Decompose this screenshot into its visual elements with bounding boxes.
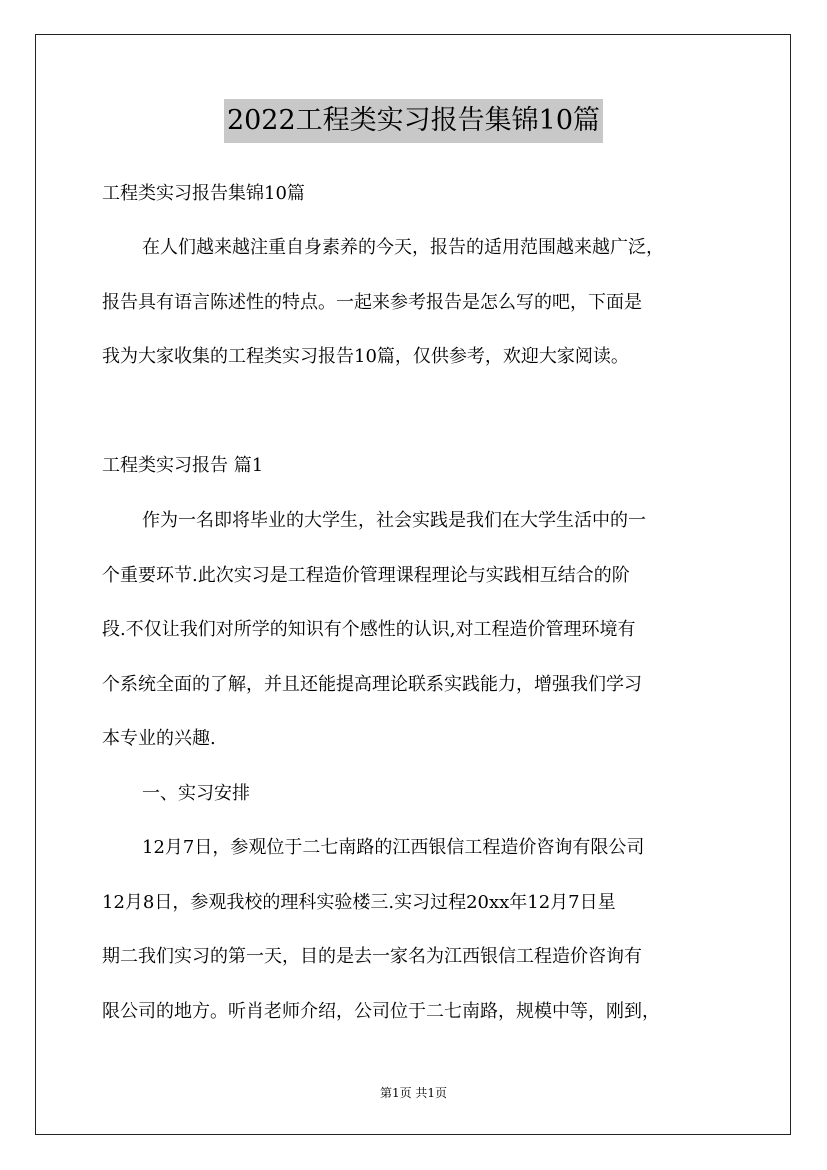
- arrangement-line-1: 12月7日，参观位于二七南路的江西银信工程造价咨询有限公司: [142, 837, 645, 858]
- arrangement-line-4: 限公司的地方。听肖老师介绍，公司位于二七南路，规模中等，刚到，: [102, 1001, 660, 1022]
- arrangement-line-2: 12月8日，参观我校的理科实验楼三.实习过程20xx年12月7日星: [102, 892, 616, 913]
- page-footer: 第1页 共1页: [379, 1086, 448, 1100]
- body-line-3: 段.不仅让我们对所学的知识有个感性的认识,对工程造价管理环境有: [102, 619, 636, 640]
- document-title: 2022工程类实习报告集锦10篇: [224, 99, 603, 143]
- body-line-1: 作为一名即将毕业的大学生，社会实践是我们在大学生活中的一: [142, 510, 646, 531]
- arrangement-subheading: 一、实习安排: [142, 783, 250, 804]
- intro-line-1: 在人们越来越注重自身素养的今天，报告的适用范围越来越广泛，: [142, 237, 664, 258]
- title-container: [0, 99, 827, 143]
- section-heading: 工程类实习报告 篇1: [102, 455, 264, 476]
- document-subtitle: 工程类实习报告集锦10篇: [102, 183, 305, 204]
- intro-line-2: 报告具有语言陈述性的特点。一起来参考报告是怎么写的吧，下面是: [102, 292, 642, 313]
- body-line-4: 个系统全面的了解，并且还能提高理论联系实践能力，增强我们学习: [102, 674, 642, 695]
- arrangement-line-3: 期二我们实习的第一天，目的是去一家名为江西银信工程造价咨询有: [102, 946, 642, 967]
- intro-line-3: 我为大家收集的工程类实习报告10篇，仅供参考，欢迎大家阅读。: [102, 346, 629, 367]
- body-line-5: 本专业的兴趣.: [102, 728, 216, 749]
- body-line-2: 个重要环节.此次实习是工程造价管理课程理论与实践相互结合的阶: [102, 565, 630, 586]
